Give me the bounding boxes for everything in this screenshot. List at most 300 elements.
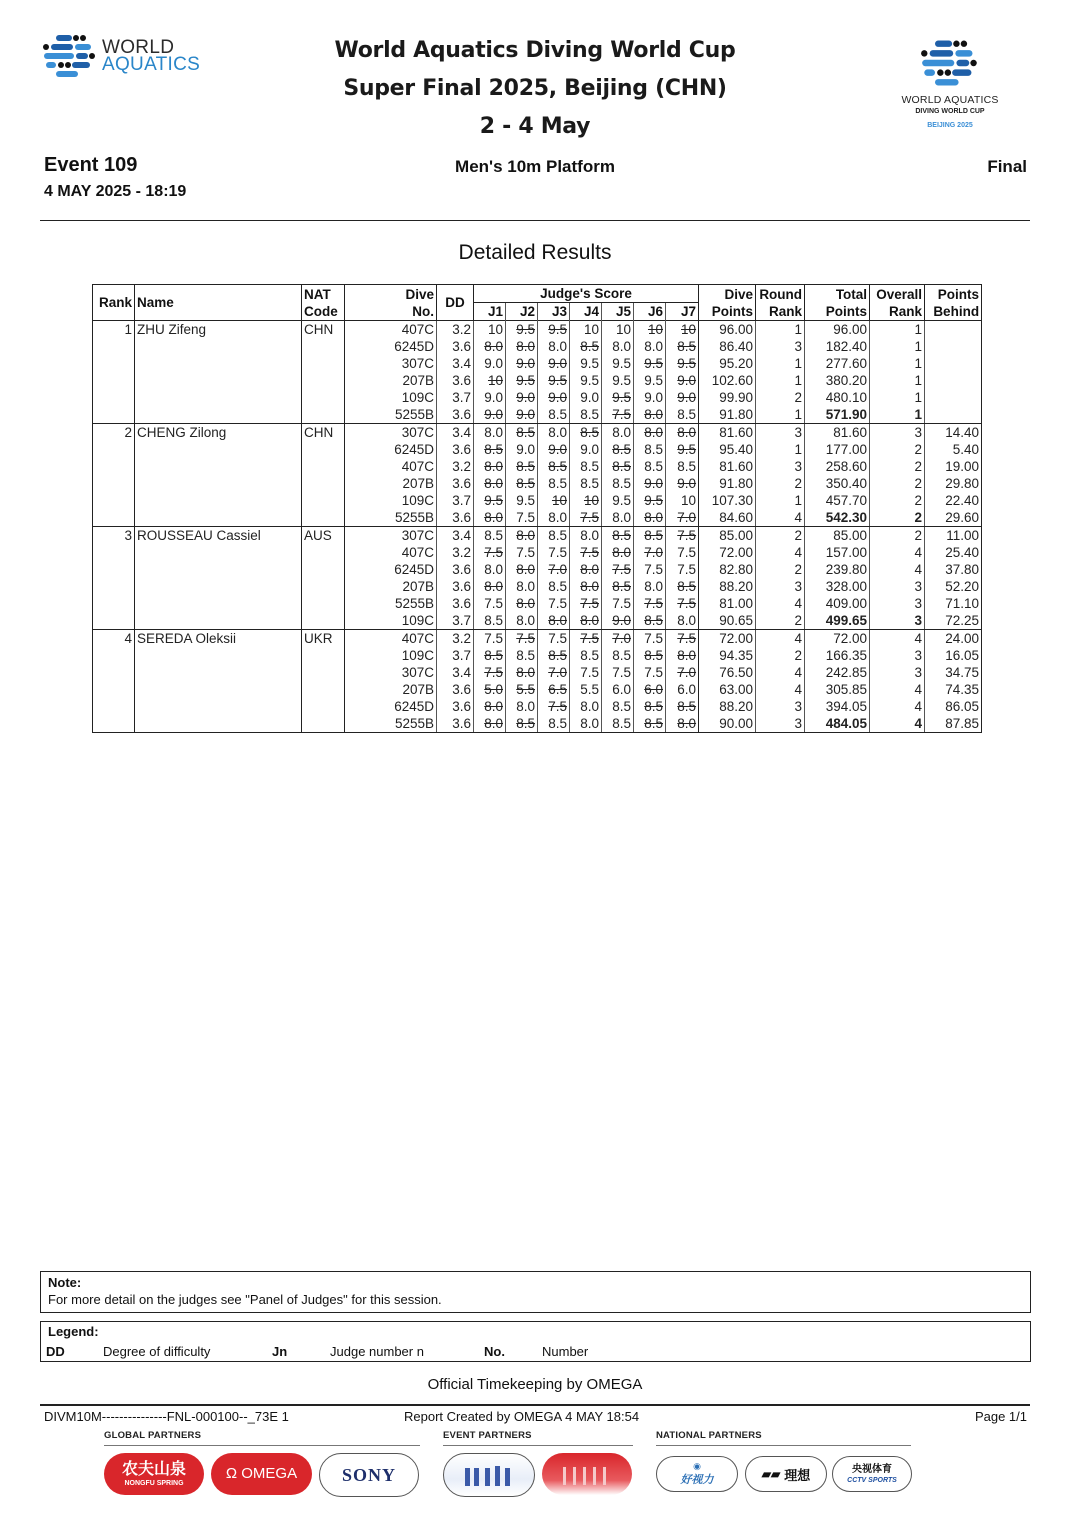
col-j6: J6 [634, 303, 666, 321]
dive-number: 5255B [345, 509, 437, 527]
judge-score-discarded: 8.5 [666, 578, 699, 595]
dive-points: 102.60 [699, 372, 756, 389]
judge-score-discarded: 10 [538, 492, 570, 509]
partner-name: 好视力 [680, 1474, 714, 1486]
judge-score-discarded: 8.0 [506, 664, 538, 681]
degree-of-difficulty: 3.6 [437, 578, 474, 595]
footer-divider [40, 1404, 1030, 1406]
dive-number: 6245D [345, 698, 437, 715]
judge-score-discarded: 7.5 [666, 527, 699, 545]
total-points: 85.00 [805, 527, 870, 545]
dive-number: 109C [345, 389, 437, 406]
total-points: 258.60 [805, 458, 870, 475]
judge-score-discarded: 8.0 [538, 612, 570, 630]
judge-score: 8.5 [666, 458, 699, 475]
world-aquatics-logo [42, 34, 222, 80]
judge-score: 8.0 [570, 715, 602, 733]
round-rank: 1 [756, 441, 805, 458]
points-behind: 19.00 [925, 458, 982, 475]
event-logo-line3: BEIJING 2025 [927, 122, 973, 129]
athlete-nat: CHN [302, 424, 345, 527]
athlete-nat: AUS [302, 527, 345, 630]
judge-score-discarded: 8.5 [474, 441, 506, 458]
round-rank: 2 [756, 561, 805, 578]
judge-score-discarded: 8.5 [634, 612, 666, 630]
judge-score-discarded: 6.5 [538, 681, 570, 698]
total-points: 484.05 [805, 715, 870, 733]
dive-number: 407C [345, 321, 437, 339]
dive-points: 72.00 [699, 630, 756, 648]
col-dd: DD [437, 285, 474, 321]
dive-number: 407C [345, 544, 437, 561]
points-behind [925, 321, 982, 339]
note-heading: Note: [48, 1275, 82, 1290]
dive-points: 76.50 [699, 664, 756, 681]
dive-number: 307C [345, 424, 437, 442]
degree-of-difficulty: 3.6 [437, 509, 474, 527]
degree-of-difficulty: 3.7 [437, 492, 474, 509]
judge-score: 8.5 [634, 458, 666, 475]
judge-score: 8.5 [474, 527, 506, 545]
degree-of-difficulty: 3.6 [437, 561, 474, 578]
round-rank: 3 [756, 715, 805, 733]
judge-score: 7.5 [538, 595, 570, 612]
page-number: Page 1/1 [974, 1409, 1027, 1424]
event-partners-rule [443, 1445, 633, 1446]
judge-score: 7.5 [634, 561, 666, 578]
judge-score-discarded: 8.0 [474, 715, 506, 733]
judge-score-discarded: 6.0 [634, 681, 666, 698]
judge-score: 7.5 [538, 544, 570, 561]
global-partners-rule [104, 1445, 420, 1446]
degree-of-difficulty: 3.6 [437, 475, 474, 492]
col-behind-2: Behind [925, 303, 982, 321]
judge-score: 9.0 [474, 355, 506, 372]
col-round-rank-2: Rank [756, 303, 805, 321]
col-dive-points-2: Points [699, 303, 756, 321]
judge-score-discarded: 8.5 [538, 647, 570, 664]
col-j7: J7 [666, 303, 699, 321]
judge-score-discarded: 7.5 [570, 544, 602, 561]
degree-of-difficulty: 3.7 [437, 612, 474, 630]
judge-score-discarded: 9.5 [666, 355, 699, 372]
total-points: 328.00 [805, 578, 870, 595]
judge-score: 8.5 [506, 647, 538, 664]
dive-number: 6245D [345, 561, 437, 578]
judge-score: 7.5 [634, 664, 666, 681]
judge-score: 8.5 [666, 406, 699, 424]
judge-score-discarded: 8.0 [474, 338, 506, 355]
dive-number: 5255B [345, 595, 437, 612]
judge-score: 8.0 [474, 561, 506, 578]
judge-score-discarded: 7.5 [506, 630, 538, 648]
org-logo-line1: WORLD [102, 37, 175, 58]
overall-rank: 2 [870, 475, 925, 492]
judge-score-discarded: 9.0 [506, 355, 538, 372]
total-points: 157.00 [805, 544, 870, 561]
total-points: 182.40 [805, 338, 870, 355]
judge-score-discarded: 8.5 [634, 715, 666, 733]
dive-points: 81.60 [699, 424, 756, 442]
judge-score-discarded: 10 [666, 321, 699, 339]
round-rank: 4 [756, 509, 805, 527]
overall-rank: 3 [870, 612, 925, 630]
judge-score: 8.0 [538, 424, 570, 442]
legend-value: Number [542, 1344, 589, 1359]
overall-rank: 4 [870, 715, 925, 733]
judge-score: 8.5 [474, 612, 506, 630]
judge-score-discarded: 9.5 [506, 372, 538, 389]
timekeeping-credit: Official Timekeeping by OMEGA [427, 1376, 643, 1393]
judge-score: 8.5 [538, 475, 570, 492]
round-rank: 4 [756, 544, 805, 561]
judge-score-discarded: 7.5 [474, 544, 506, 561]
judge-score: 7.5 [538, 630, 570, 648]
points-behind: 87.85 [925, 715, 982, 733]
col-behind-1: Points [925, 285, 982, 303]
dive-points: 82.80 [699, 561, 756, 578]
dive-points: 107.30 [699, 492, 756, 509]
judge-score-discarded: 8.5 [506, 424, 538, 442]
judge-score: 8.5 [538, 578, 570, 595]
judge-score: 8.0 [506, 612, 538, 630]
judge-score-discarded: 8.5 [570, 424, 602, 442]
judge-score-discarded: 7.5 [474, 664, 506, 681]
dive-points: 94.35 [699, 647, 756, 664]
degree-of-difficulty: 3.6 [437, 681, 474, 698]
judge-score-discarded: 8.5 [538, 458, 570, 475]
judge-score-discarded: 8.5 [634, 698, 666, 715]
event-partner-2-icon [557, 1461, 617, 1487]
overall-rank: 2 [870, 527, 925, 545]
dive-number: 5255B [345, 715, 437, 733]
judge-score-discarded: 8.0 [506, 527, 538, 545]
total-points: 394.05 [805, 698, 870, 715]
points-behind: 5.40 [925, 441, 982, 458]
judge-score: 8.5 [602, 475, 634, 492]
judge-score-discarded: 9.0 [602, 612, 634, 630]
round-rank: 4 [756, 681, 805, 698]
judge-score: 7.5 [602, 664, 634, 681]
judge-score: 8.0 [666, 612, 699, 630]
dive-points: 88.20 [699, 698, 756, 715]
dive-number: 207B [345, 372, 437, 389]
legend-items [46, 1344, 588, 1359]
overall-rank: 2 [870, 441, 925, 458]
col-j5: J5 [602, 303, 634, 321]
round-rank: 4 [756, 664, 805, 681]
col-rank: Rank [93, 285, 135, 321]
round-rank: 2 [756, 647, 805, 664]
partner-name: Ω OMEGA [225, 1465, 298, 1482]
athlete-rank: 3 [93, 527, 135, 630]
round-rank: 1 [756, 492, 805, 509]
dive-points: 91.80 [699, 475, 756, 492]
judge-score-discarded: 7.5 [666, 595, 699, 612]
world-aquatics-mark-icon [42, 34, 98, 78]
judge-score: 10 [570, 321, 602, 339]
legend-key: Jn [272, 1344, 288, 1359]
dive-points: 84.60 [699, 509, 756, 527]
section-title: Detailed Results [458, 241, 612, 264]
points-behind [925, 338, 982, 355]
judge-score-discarded: 8.0 [666, 424, 699, 442]
dive-points: 88.20 [699, 578, 756, 595]
event-logo-line1: WORLD AQUATICS [901, 94, 999, 106]
national-partners-label: NATIONAL PARTNERS [656, 1430, 762, 1441]
partner-haoshili-logo [656, 1456, 738, 1492]
round-rank: 3 [756, 698, 805, 715]
partner-name: 央视体育 [852, 1463, 892, 1475]
judge-score: 7.5 [634, 630, 666, 648]
athlete-rank: 1 [93, 321, 135, 424]
judge-score-discarded: 8.0 [506, 595, 538, 612]
degree-of-difficulty: 3.6 [437, 372, 474, 389]
partner-cctv-sports-logo [832, 1456, 912, 1492]
total-points: 542.30 [805, 509, 870, 527]
judge-score-discarded: 8.5 [506, 458, 538, 475]
judge-score-discarded: 9.0 [634, 475, 666, 492]
round-rank: 3 [756, 578, 805, 595]
dive-number: 307C [345, 527, 437, 545]
overall-rank: 3 [870, 664, 925, 681]
judge-score-discarded: 9.0 [474, 406, 506, 424]
judge-score-discarded: 9.5 [538, 372, 570, 389]
partner-lixiang-logo [745, 1456, 827, 1492]
judge-score: 7.5 [602, 595, 634, 612]
judge-score-discarded: 8.0 [506, 561, 538, 578]
overall-rank: 3 [870, 595, 925, 612]
points-behind: 71.10 [925, 595, 982, 612]
partner-sony-logo [319, 1453, 419, 1497]
legend-box [40, 1321, 1031, 1362]
judge-score-discarded: 8.0 [570, 578, 602, 595]
judge-score: 9.0 [634, 389, 666, 406]
points-behind: 74.35 [925, 681, 982, 698]
degree-of-difficulty: 3.6 [437, 406, 474, 424]
dive-number: 207B [345, 681, 437, 698]
judge-score: 9.0 [570, 441, 602, 458]
total-points: 571.90 [805, 406, 870, 424]
points-behind: 25.40 [925, 544, 982, 561]
points-behind [925, 389, 982, 406]
dive-points: 81.00 [699, 595, 756, 612]
judge-score-discarded: 7.5 [538, 698, 570, 715]
title-line-1: World Aquatics Diving World Cup [334, 38, 736, 63]
judge-score: 8.5 [538, 527, 570, 545]
event-logo-line2: DIVING WORLD CUP [915, 108, 985, 115]
judge-score-discarded: 9.0 [666, 389, 699, 406]
judge-score-discarded: 8.0 [570, 561, 602, 578]
legend-value: Judge number n [330, 1344, 424, 1359]
judge-score-discarded: 8.0 [666, 715, 699, 733]
points-behind: 11.00 [925, 527, 982, 545]
points-behind [925, 372, 982, 389]
judge-score-discarded: 8.0 [474, 578, 506, 595]
points-behind: 16.05 [925, 647, 982, 664]
col-j4: J4 [570, 303, 602, 321]
judge-score-discarded: 8.5 [474, 647, 506, 664]
degree-of-difficulty: 3.7 [437, 389, 474, 406]
dive-points: 95.20 [699, 355, 756, 372]
judge-score: 8.5 [602, 715, 634, 733]
event-partner-logo-1 [443, 1453, 535, 1497]
overall-rank: 1 [870, 338, 925, 355]
degree-of-difficulty: 3.4 [437, 424, 474, 442]
legend-heading: Legend: [48, 1324, 99, 1339]
judge-score-discarded: 7.0 [634, 544, 666, 561]
athlete-name: CHENG Zilong [135, 424, 302, 527]
points-behind: 34.75 [925, 664, 982, 681]
dive-number: 109C [345, 647, 437, 664]
total-points: 350.40 [805, 475, 870, 492]
judge-score-discarded: 7.5 [666, 630, 699, 648]
judge-score-discarded: 9.0 [666, 475, 699, 492]
judge-score: 8.5 [538, 406, 570, 424]
dive-row [93, 630, 982, 648]
judge-score-discarded: 8.5 [602, 578, 634, 595]
dive-points: 96.00 [699, 321, 756, 339]
dive-row [93, 527, 982, 545]
round-rank: 4 [756, 595, 805, 612]
dive-number: 109C [345, 612, 437, 630]
title-line-2: Super Final 2025, Beijing (CHN) [343, 76, 727, 101]
overall-rank: 1 [870, 372, 925, 389]
judge-score: 9.0 [506, 441, 538, 458]
overall-rank: 3 [870, 578, 925, 595]
judge-score-discarded: 8.5 [506, 475, 538, 492]
round-rank: 2 [756, 475, 805, 492]
event-partner-logo-2 [542, 1453, 632, 1495]
judge-score: 8.5 [570, 406, 602, 424]
table-header [93, 285, 982, 321]
judge-score-discarded: 8.0 [474, 475, 506, 492]
points-behind: 22.40 [925, 492, 982, 509]
judge-score: 7.5 [666, 544, 699, 561]
total-points: 72.00 [805, 630, 870, 648]
judge-score: 9.5 [506, 492, 538, 509]
judge-score: 10 [666, 492, 699, 509]
col-j3: J3 [538, 303, 570, 321]
athlete-rank: 2 [93, 424, 135, 527]
judge-score-discarded: 9.0 [666, 372, 699, 389]
degree-of-difficulty: 3.4 [437, 355, 474, 372]
judge-score-discarded: 8.0 [506, 338, 538, 355]
judge-score: 9.5 [602, 355, 634, 372]
overall-rank: 4 [870, 681, 925, 698]
judge-score-discarded: 7.5 [570, 509, 602, 527]
judge-score: 8.5 [570, 475, 602, 492]
dive-number: 307C [345, 664, 437, 681]
judge-score: 8.0 [602, 424, 634, 442]
judge-score-discarded: 9.0 [506, 389, 538, 406]
event-partner-1-icon [459, 1462, 519, 1488]
judge-score: 9.0 [570, 389, 602, 406]
overall-rank: 3 [870, 647, 925, 664]
overall-rank: 3 [870, 424, 925, 442]
athlete-nat: CHN [302, 321, 345, 424]
judge-score-discarded: 7.5 [570, 595, 602, 612]
event-datetime: 4 MAY 2025 - 18:19 [44, 183, 187, 200]
judge-score-discarded: 9.5 [634, 355, 666, 372]
col-dive-points-1: Dive [699, 285, 756, 303]
dive-points: 85.00 [699, 527, 756, 545]
points-behind [925, 406, 982, 424]
judge-score-discarded: 9.0 [506, 406, 538, 424]
round-rank: 1 [756, 321, 805, 339]
dive-points: 63.00 [699, 681, 756, 698]
dive-number: 307C [345, 355, 437, 372]
dive-points: 86.40 [699, 338, 756, 355]
judge-score: 7.5 [474, 595, 506, 612]
total-points: 480.10 [805, 389, 870, 406]
degree-of-difficulty: 3.6 [437, 338, 474, 355]
points-behind: 29.60 [925, 509, 982, 527]
total-points: 305.85 [805, 681, 870, 698]
total-points: 96.00 [805, 321, 870, 339]
judge-score-discarded: 5.0 [474, 681, 506, 698]
judge-score: 9.5 [570, 355, 602, 372]
overall-rank: 4 [870, 561, 925, 578]
event-name: Men's 10m Platform [455, 157, 615, 176]
judge-score: 8.5 [570, 647, 602, 664]
note-box [40, 1271, 1031, 1313]
judge-score-discarded: 9.5 [474, 492, 506, 509]
judge-score: 9.0 [474, 389, 506, 406]
round-rank: 1 [756, 406, 805, 424]
round-rank: 3 [756, 424, 805, 442]
degree-of-difficulty: 3.6 [437, 715, 474, 733]
partner-name: 理想 [784, 1467, 811, 1483]
total-points: 166.35 [805, 647, 870, 664]
judge-score: 7.5 [506, 509, 538, 527]
judge-score-discarded: 8.0 [602, 544, 634, 561]
overall-rank: 2 [870, 458, 925, 475]
round-rank: 3 [756, 458, 805, 475]
results-table [92, 284, 982, 733]
total-points: 409.00 [805, 595, 870, 612]
judge-score-discarded: 9.0 [538, 355, 570, 372]
judge-score-discarded: 7.0 [666, 664, 699, 681]
col-total-1: Total [805, 285, 870, 303]
judge-score-discarded: 10 [474, 372, 506, 389]
judge-score: 10 [474, 321, 506, 339]
title-line-3: 2 - 4 May [479, 114, 591, 139]
round-rank: 2 [756, 612, 805, 630]
judge-score-discarded: 9.5 [634, 492, 666, 509]
overall-rank: 1 [870, 355, 925, 372]
judge-score: 10 [602, 321, 634, 339]
dive-points: 90.65 [699, 612, 756, 630]
degree-of-difficulty: 3.7 [437, 647, 474, 664]
judge-score: 8.0 [570, 698, 602, 715]
dive-number: 6245D [345, 441, 437, 458]
partner-name: 农夫山泉 [121, 1460, 186, 1478]
total-points: 380.20 [805, 372, 870, 389]
dive-number: 109C [345, 492, 437, 509]
table-body [93, 321, 982, 733]
judge-score-discarded: 8.0 [634, 406, 666, 424]
org-logo-line2: AQUATICS [102, 54, 201, 75]
overall-rank: 4 [870, 544, 925, 561]
col-j1: J1 [474, 303, 506, 321]
judge-score-discarded: 8.5 [506, 715, 538, 733]
judge-score: 8.0 [634, 338, 666, 355]
degree-of-difficulty: 3.6 [437, 698, 474, 715]
total-points: 499.65 [805, 612, 870, 630]
judge-score: 8.0 [634, 578, 666, 595]
judge-score-discarded: 8.5 [634, 527, 666, 545]
